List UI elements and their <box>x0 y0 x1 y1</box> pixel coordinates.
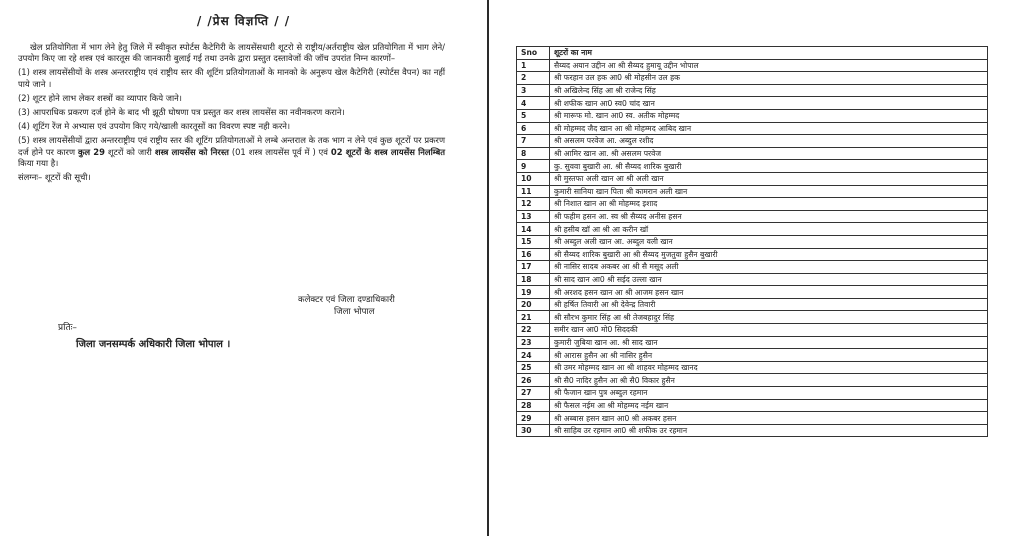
copy-to-label: प्रतिः– <box>58 323 77 333</box>
reason-5-text-d: (01 शस्त्र लायसेंस पूर्व में ) एवं <box>231 146 328 157</box>
reason-2: (2) शूटर होने लाभ लेकर शस्त्रों का व्यापार किये जाने। <box>18 92 182 103</box>
row-serial-number: 28 <box>517 399 550 412</box>
page-title: / /प्रेस विज्ञप्ति / / <box>196 14 291 28</box>
row-serial-number: 26 <box>517 374 550 387</box>
row-serial-number: 13 <box>517 210 550 223</box>
row-shooter-name: कुमारी जुबिया खान आ. श्री साद खान <box>550 336 988 349</box>
reason-1: (1) शस्त्र लायसेंसीयों के शस्त्र अन्तरराष्ट्रीय एवं राष्ट्रीय स्तर की शूटिंग प्रतियोगताओं के मानको के अनुरूप खेल कैटेगिरी (स्पोर्टस वैपन) का नहीं पाये जाने । <box>18 67 445 89</box>
row-serial-number: 4 <box>517 97 550 110</box>
table-row <box>517 374 988 387</box>
signature-designation: कलेक्टर एवं जिला दण्डाधिकारी <box>298 295 395 305</box>
row-shooter-name: समीर खान आ0 मो0 सिददकी <box>550 324 988 337</box>
row-shooter-name: श्री हसीब खॉ आ श्री आ करीन खॉ <box>550 223 988 236</box>
row-shooter-name: श्री शफीक खान आ0 स्व0 चांद खान <box>550 97 988 110</box>
row-serial-number: 17 <box>517 261 550 274</box>
table-row <box>517 198 988 211</box>
row-shooter-name: श्री सैय्यद शारिक बुखारी आ श्री सैय्यद मुजतुवा हुसैन बुखारी <box>550 248 988 261</box>
reason-5-total-count: कुल 29 <box>77 146 105 157</box>
row-serial-number: 21 <box>517 311 550 324</box>
row-serial-number: 12 <box>517 198 550 211</box>
row-shooter-name: श्री अब्बास हसन खान आ0 श्री अकबर हसन <box>550 412 988 425</box>
row-shooter-name: श्री अखिलेन्द सिंह आ श्री राजेन्द सिंह <box>550 84 988 97</box>
row-shooter-name: श्री फरहान उल हक आ0 श्री मोहसीन उल हक <box>550 72 988 85</box>
table-row <box>517 412 988 425</box>
shooter-table <box>516 46 988 437</box>
table-row <box>517 160 988 173</box>
reason-4: (4) शूटिंग रेंज मे अभ्यास एवं उपयोग किए गये/खाली कारतूसों का विवरण स्पष्ट नही करने। <box>18 121 291 132</box>
table-row <box>517 261 988 274</box>
row-shooter-name: श्री फहीम हसन आ. स्व श्री सैय्यद अनीस हसन <box>550 210 988 223</box>
row-shooter-name: कु. सुववा बुखारी आ. श्री सैय्यद शारिक बुखारी <box>550 160 988 173</box>
row-shooter-name: श्री आरास हुसैन आ श्री नासिर हुसैन <box>550 349 988 362</box>
row-serial-number: 3 <box>517 84 550 97</box>
table-row <box>517 59 988 72</box>
row-shooter-name: कुमारी सानिया खान पिता श्री कामरान अली खान <box>550 185 988 198</box>
row-serial-number: 14 <box>517 223 550 236</box>
row-shooter-name: श्री अरशद हसन खान आ श्री आजम हसन खान <box>550 286 988 299</box>
row-serial-number: 11 <box>517 185 550 198</box>
row-shooter-name: श्री साद खान आ0 श्री सईद उल्ला खान <box>550 273 988 286</box>
row-shooter-name: सैय्यद अयान उद्दीन आ श्री सैय्यद हुमायू उद्दीन भोपाल <box>550 59 988 72</box>
row-serial-number: 1 <box>517 59 550 72</box>
row-serial-number: 2 <box>517 72 550 85</box>
table-row <box>517 298 988 311</box>
row-shooter-name: श्री आमिर खान आ. श्री असलम परवेज <box>550 147 988 160</box>
row-serial-number: 18 <box>517 273 550 286</box>
table-row <box>517 147 988 160</box>
row-serial-number: 30 <box>517 424 550 437</box>
enclosure-note: संलग्नः– शूटरों की सूची। <box>18 172 91 183</box>
row-serial-number: 22 <box>517 324 550 337</box>
table-row <box>517 336 988 349</box>
table-row <box>517 286 988 299</box>
table-row <box>517 273 988 286</box>
row-serial-number: 24 <box>517 349 550 362</box>
recipient-line: जिला जनसम्पर्क अधिकारी जिला भोपाल । <box>76 339 231 350</box>
row-shooter-name: श्री नासिर सादब अकबर आ श्री सै मसूद अली <box>550 261 988 274</box>
table-row <box>517 172 988 185</box>
row-serial-number: 10 <box>517 172 550 185</box>
table-row <box>517 185 988 198</box>
reason-5 <box>18 135 445 169</box>
row-shooter-name: श्री असलम परवेज आ. अब्दुल रशीद <box>550 135 988 148</box>
row-serial-number: 19 <box>517 286 550 299</box>
row-serial-number: 25 <box>517 361 550 374</box>
table-row <box>517 210 988 223</box>
row-shooter-name: श्री मोहम्मद जैद खान आ श्री मोहम्मद आबिद खान <box>550 122 988 135</box>
signature-district: जिला भोपाल <box>334 307 375 317</box>
row-shooter-name: श्री फैजान खान पुत्र अब्दुल रहमान <box>550 387 988 400</box>
table-row <box>517 72 988 85</box>
header-sno: Sno <box>517 47 550 60</box>
row-shooter-name: श्री साहिब उर रहमान आ0 श्री शफीक उर रहमान <box>550 424 988 437</box>
table-row <box>517 399 988 412</box>
row-serial-number: 9 <box>517 160 550 173</box>
table-row <box>517 324 988 337</box>
press-release-body <box>18 42 445 186</box>
table-header-row <box>517 47 988 60</box>
row-shooter-name: श्री उमर मोहम्मद खान आ श्री शाहवर मोहम्मद खानद <box>550 361 988 374</box>
table-row <box>517 122 988 135</box>
signature-block <box>298 294 458 318</box>
reason-5-text-e: किया गया है। <box>18 157 59 168</box>
table-row <box>517 349 988 362</box>
reason-5-cancelled: शस्त्र लायसेंस को निरस्त <box>154 146 229 157</box>
table-row <box>517 387 988 400</box>
row-shooter-name: श्री सै0 नादिर हुसैन आ श्री सै0 विकार हुसैन <box>550 374 988 387</box>
shooter-list-page <box>489 0 1024 536</box>
table-row <box>517 311 988 324</box>
header-name: शूटरों का नाम <box>550 47 988 60</box>
table-row <box>517 84 988 97</box>
row-serial-number: 7 <box>517 135 550 148</box>
row-serial-number: 27 <box>517 387 550 400</box>
row-serial-number: 5 <box>517 109 550 122</box>
row-serial-number: 16 <box>517 248 550 261</box>
row-serial-number: 15 <box>517 235 550 248</box>
table-row <box>517 248 988 261</box>
row-shooter-name: श्री हर्षित तिवारी आ श्री देवेन्द्र तिवारी <box>550 298 988 311</box>
row-serial-number: 6 <box>517 122 550 135</box>
table-row <box>517 97 988 110</box>
row-shooter-name: श्री निशात खान आ श्री मोहम्मद इशाद <box>550 198 988 211</box>
reason-5-suspended: 02 शूटरों के शस्त्र लायसेंस निलम्बित <box>330 146 446 157</box>
row-serial-number: 20 <box>517 298 550 311</box>
row-shooter-name: श्री फैसल नईम आ श्री मोहम्मद नईम खान <box>550 399 988 412</box>
table-row <box>517 424 988 437</box>
row-shooter-name: श्री अब्दुल अली खान आ. अब्दुल वली खान <box>550 235 988 248</box>
table-row <box>517 109 988 122</box>
row-shooter-name: श्री सौरभ कुमार सिंह आ श्री तेजबहादुर सिंह <box>550 311 988 324</box>
row-serial-number: 23 <box>517 336 550 349</box>
reason-3: (3) आपराधिक प्रकरण दर्ज होने के बाद भी झूठी घोषणा पत्र प्रस्तुत कर शस्त्र लायसेंस का नवीनकरण कराने। <box>18 107 345 118</box>
table-row <box>517 223 988 236</box>
press-release-page <box>0 0 487 536</box>
table-row <box>517 235 988 248</box>
row-serial-number: 29 <box>517 412 550 425</box>
row-serial-number: 8 <box>517 147 550 160</box>
reason-5-text-c: शूटरों को जारी <box>107 146 152 157</box>
table-row <box>517 135 988 148</box>
intro-paragraph: खेल प्रतियोगिता में भाग लेने हेतु जिले में स्वीकृत स्पोर्टस कैटेगिरी के लायसेंसधारी शूटरो से राष्ट्रीय/अर्तराष्ट्रीय खेल प्रतियोगिता में भाग लेने/उपयोग किए जा रहे शस्त्र एवं कारतूस की जानकारी बुलाई गई तथा उनके द्वारा प्रस्तुत दस्तावेजों की जॉच उपरांत निम्न कारणों– <box>18 42 445 64</box>
row-shooter-name: श्री मारूफ मो. खान आ0 स्व. अतीक मोहम्मद <box>550 109 988 122</box>
reason-5-text-a: (5) शस्त्र लायसेंसीयों द्वारा अन्तरराष्ट्रीय एवं राष्ट्रीय स्तर की शूटिंग प्रतियोगताओं मे लम्बे अन्तराल के तक भाग न लेने एवं कुछ शूटरों पर प्रकरण दर्ज होने पर कारण <box>18 135 445 157</box>
row-shooter-name: श्री मुस्तफा अली खान आ श्री अली खान <box>550 172 988 185</box>
table-row <box>517 361 988 374</box>
